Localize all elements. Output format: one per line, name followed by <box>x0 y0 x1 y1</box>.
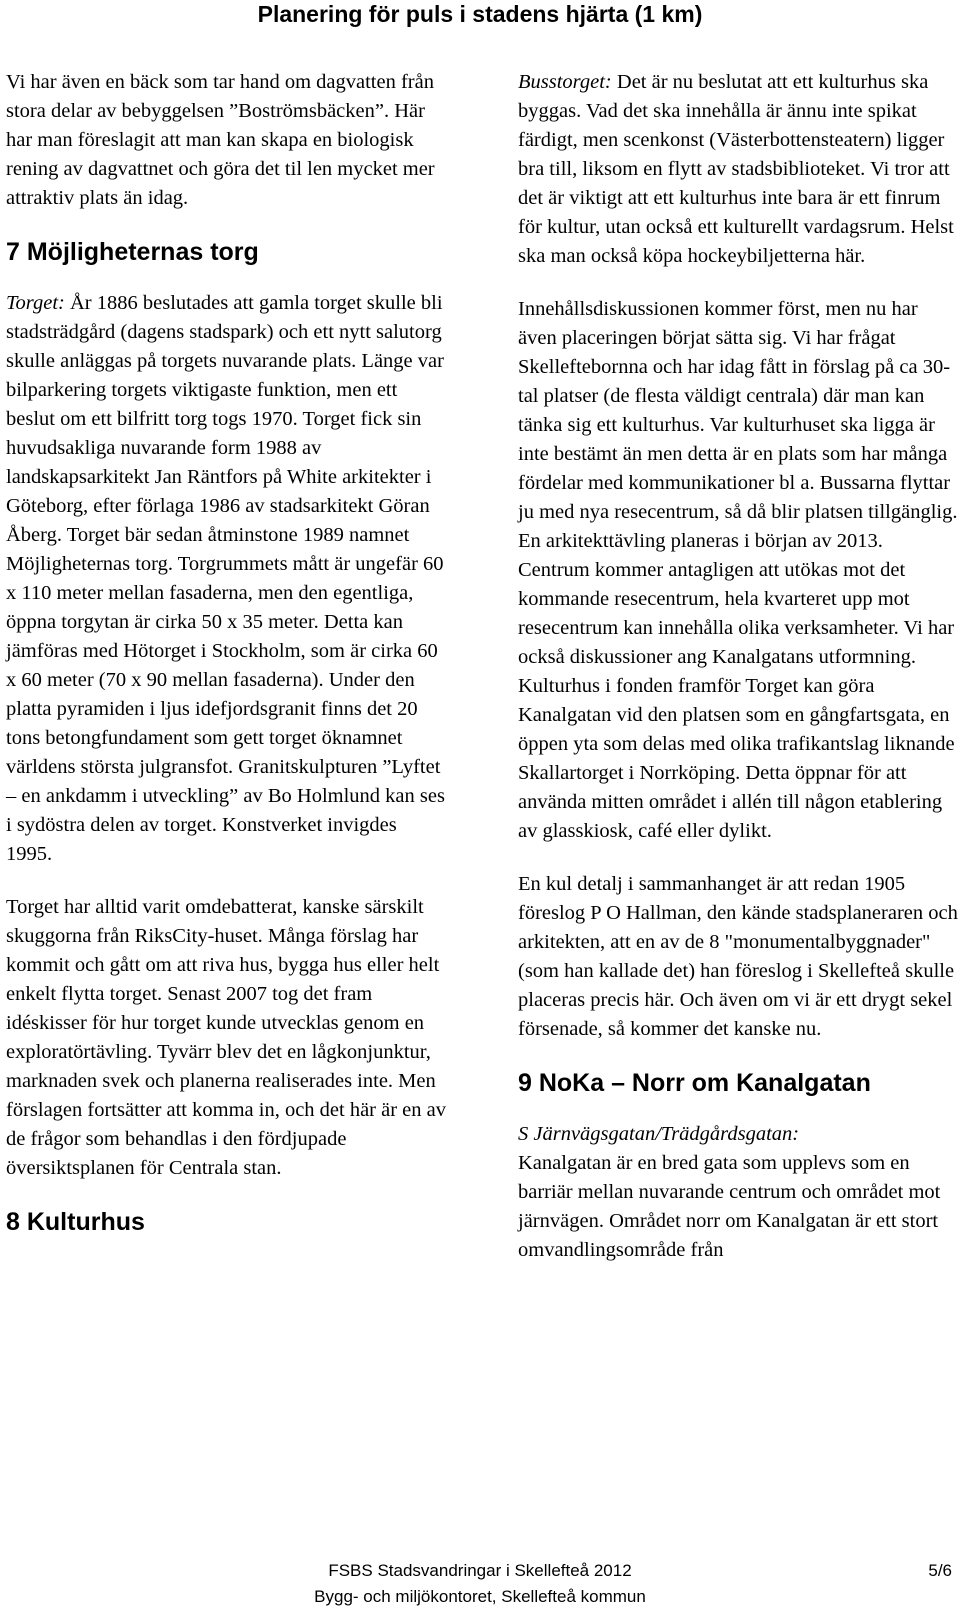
section-9-text-1: Kanalgatan är en bred gata som upplevs som en barriär mellan nuvarande centrum och området mot järnvägen. Området norr om Kanalgatan är ett stort omvandlingsområde från <box>518 1152 941 1261</box>
page-footer <box>0 1558 960 1610</box>
section-7-text-1: År 1886 beslutades att gamla torget skulle bli stadsträdgård (dagens stadspark) och ett nytt salutorg skulle anläggas på torgets nuvarande plats. Länge var bilparkering torgets viktigaste funktion, men ett beslut om ett bilfritt torg togs 1970. Torget fick sin huvudsakliga nuvarande form 1988 av landskapsarkitekt Jan Räntfors på White arkitekter i Göteborg, efter förlaga 1986 av stadsarkitekt Göran Åberg. Torget bär sedan åtminstone 1989 namnet Möjligheternas torg. Torgrummets mått är ungefär 60 x 110 meter mellan fasaderna, men den egentliga, öppna torgytan är cirka 50 x 35 meter. Detta kan jämföras med Hötorget i Stockholm, som är cirka 60 x 60 meter (70 x 90 mellan fasaderna). Under den platta pyramiden i ljus idefjordsgranit finns det 20 tons betongfundament som gett torget öknamnet världens största julgransfot. Granitskulpturen ”Lyftet – en ankdamm i utveckling” av Bo Holmlund kan ses i sydöstra delen av torget. Konstverket invigdes 1995. <box>6 292 445 865</box>
section-8-heading: 8 Kulturhus <box>6 1208 145 1236</box>
left-column <box>6 68 446 1259</box>
page-title: Planering för puls i stadens hjärta (1 km) <box>257 1 703 27</box>
section-8-paragraph-1 <box>518 68 958 271</box>
section-7-paragraph-2: Torget har alltid varit omdebatterat, kanske särskilt skuggorna från RiksCity-huset. Många förslag har kommit och gått om att riva hus, bygga hus eller helt enkelt flytta torget. Senast 2007 tog det fram idéskisser för hur torget kunde utvecklas genom en exploratörtävling. Tyvärr blev det en lågkonjunktur, marknaden svek och planerna realiserades inte. Men förslagen fortsätter att komma in, och det här är en av de frågor som behandlas i den fördjupade översiktsplanen för Centrala stan. <box>6 896 447 1179</box>
section-7-lead: Torget: <box>6 292 65 314</box>
intro-paragraph: Vi har även en bäck som tar hand om dagvatten från stora delar av bebyggelsen ”Boströmsbäcken”. Här har man föreslagit att man kan skapa en biologisk rening av dagvattnet och göra det til len mycket mer attraktiv plats än idag. <box>6 71 435 209</box>
section-7-heading: 7 Möjligheternas torg <box>6 238 259 266</box>
section-9-lead: S Järnvägsgatan/Trädgårdsgatan: <box>518 1123 800 1145</box>
section-8-paragraph-2: Innehållsdiskussionen kommer först, men nu har även placeringen börjat sätta sig. Vi har frågat Skelleftebornna och har idag fått in förslag på ca 30-tal platser (de flesta väldigt centrala) där man kan tänka sig ett kulturhus. Var kulturhuset ska ligga är inte bestämt än men detta är en plats som har många fördelar med kommunikationer bl a. Bussarna flyttar ju med nya resecentrum, så då blir platsen tillgänglig. En arkitekttävling planeras i början av 2013. Centrum kommer antagligen att utökas mot det kommande resecentrum, hela kvarteret upp mot resecentrum kan innehålla olika verksamheter. Vi har också diskussioner ang Kanalgatans utformning. Kulturhus i fonden framför Torget kan göra Kanalgatan vid den platsen som en gångfartsgata, en öppen yta som delas med olika trafikantslag liknande Skallartorget i Norrköping. Detta öppnar för att använda mitten området i allén till någon etablering av glasskiosk, café eller dylikt. <box>518 298 958 842</box>
section-9-paragraph-1 <box>518 1120 958 1265</box>
section-9-heading: 9 NoKa – Norr om Kanalgatan <box>518 1069 871 1097</box>
section-8-paragraph-3: En kul detalj i sammanhanget är att redan 1905 föreslog P O Hallman, den kände stadsplaneraren och arkitekten, att en av de 8 "monumentalbyggnader" (som han kallade det) han föreslog i Skellefteå skulle placeras precis här. Och även om vi är ett drygt sekel försenade, så kommer det kanske nu. <box>518 873 958 1040</box>
footer-line-1: FSBS Stadsvandringar i Skellefteå 2012 <box>328 1561 632 1580</box>
section-8-lead: Busstorget: <box>518 71 612 93</box>
section-7-paragraph-1 <box>6 289 446 869</box>
section-8-text-1: Det är nu beslutat att ett kulturhus ska byggas. Vad det ska innehålla är ännu inte spikat färdigt, men scenkonst (Västerbottensteatern) ligger bra till, liksom en flytt av stadsbiblioteket. Vi tror att det är viktigt att ett kulturhus inte bara är ett finrum för kultur, utan också ett kulturellt vardagsrum. Helst ska man också köpa hockeybiljetterna här. <box>518 71 954 267</box>
footer-line-2: Bygg- och miljökontoret, Skellefteå kommun <box>314 1587 646 1606</box>
page-number: 5/6 <box>928 1561 952 1580</box>
right-column <box>518 68 958 1265</box>
